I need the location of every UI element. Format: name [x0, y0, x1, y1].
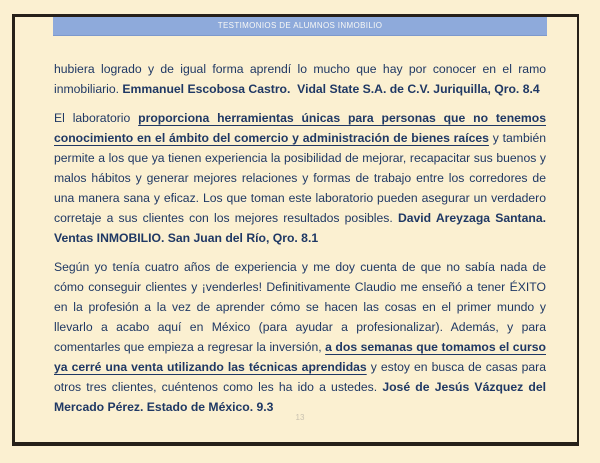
- header-bar: [53, 17, 547, 36]
- text-run-normal: hubiera logrado y de igual forma aprendí lo mucho que hay por conocer en el ramo inmobiliario.: [54, 62, 546, 96]
- testimonial-paragraph: [54, 257, 546, 417]
- testimonial-paragraph: [54, 108, 546, 248]
- testimonials-text: [54, 59, 546, 417]
- text-run-bold-underline: proporciona herramientas únicas para personas que no tenemos conocimiento en el ámbito del comercio y administración de bienes raíces: [54, 111, 546, 145]
- text-run-bold: Emmanuel Escobosa Castro. Vidal State S.A. de C.V. Juriquilla, Qro. 8.4: [122, 82, 540, 96]
- text-run-bold: José de Jesús Vázquez del Mercado Pérez. Estado de México. 9.3: [54, 380, 546, 414]
- text-run-normal: El laboratorio: [54, 111, 139, 125]
- text-run-bold: David Areyzaga Santana. Ventas INMOBILIO. San Juan del Río, Qro. 8.1: [54, 211, 547, 245]
- text-run-bold-underline: a dos semanas que tomamos el curso ya cerré una venta utilizando las técnicas aprendidas: [54, 340, 546, 374]
- text-run-normal: y también permite a los que ya tienen experiencia la posibilidad de mejorar, recapacitar sus buenos y malos hábitos y generar mejores relaciones y formas de trabajo entre los corredores de una manera sana y eficaz. Los que toman este laboratorio pueden asegurar un verdadero corretaje a sus clientes con los mejores resultados posibles.: [54, 131, 546, 225]
- text-run-normal: Según yo tenía cuatro años de experiencia y me doy cuenta de que no sabía nada de cómo conseguir clientes y ¡venderles! Definitivamente Claudio me enseñó a tener ÉXITO en la profesión a la vez de aprender cómo se hacen las cosas en el primer mundo y llevarlo a acabo aquí en México (para ayudar a profesionalizar). Además, y para comentarles que empieza a regresar la inversión,: [54, 260, 546, 354]
- page-number: 13: [295, 413, 305, 422]
- testimonial-paragraph: [54, 59, 546, 99]
- text-run-normal: y estoy en busca de casas para otros tres clientes, cuéntenos como les ha ido a ustedes.: [54, 360, 546, 394]
- header-title: TESTIMONIOS DE ALUMNOS INMOBILIO: [217, 21, 383, 30]
